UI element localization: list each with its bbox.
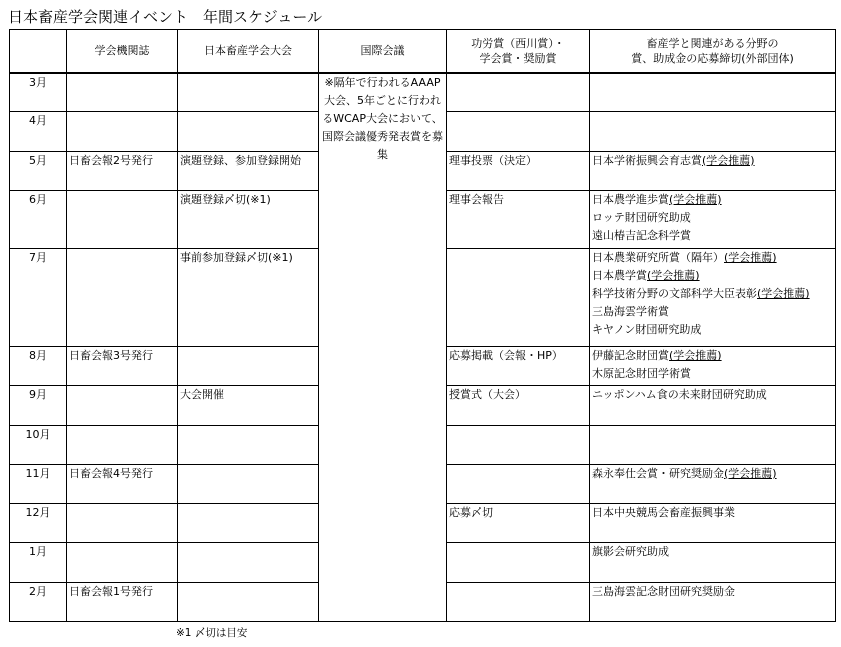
external-item <box>592 543 833 561</box>
journal-cell <box>67 112 178 151</box>
society-recommendation-badge: (学会推薦) <box>647 269 700 283</box>
journal-cell: 日畜会報4号発行 <box>67 464 178 503</box>
external-item-name: ニッポンハム食の未来財団研究助成 <box>592 388 767 402</box>
external-cell <box>590 425 836 464</box>
external-item-name: 森永奉仕会賞・研究奨励金 <box>592 466 724 480</box>
footnote: ※1 〆切は目安 <box>176 627 248 639</box>
meeting-cell <box>178 346 319 385</box>
awards-cell: 理事投票（決定） <box>447 151 590 190</box>
meeting-cell: 演題登録〆切(※1) <box>178 190 319 248</box>
external-item-name: 科学技術分野の文部科学大臣表彰 <box>592 287 757 301</box>
external-item-name: 日本農学進歩賞 <box>592 192 669 206</box>
month-cell: 1月 <box>10 543 67 582</box>
meeting-cell <box>178 464 319 503</box>
meeting-cell <box>178 582 319 621</box>
external-item <box>592 209 833 227</box>
month-cell: 11月 <box>10 464 67 503</box>
header-awards-line: 功労賞（西川賞）・ <box>471 36 565 50</box>
external-item <box>592 191 833 209</box>
month-cell: 5月 <box>10 151 67 190</box>
journal-cell <box>67 504 178 543</box>
journal-cell <box>67 73 178 112</box>
awards-cell: 理事会報告 <box>447 190 590 248</box>
journal-cell <box>67 425 178 464</box>
journal-cell: 日畜会報1号発行 <box>67 582 178 621</box>
meeting-cell <box>178 73 319 112</box>
external-item-name: 日本農学賞 <box>592 269 647 283</box>
external-item-name: 遠山椿吉記念科学賞 <box>592 228 691 242</box>
external-item-name: 木原記念財団学術賞 <box>592 366 691 380</box>
external-item-name: 日本農業研究所賞（隔年） <box>592 251 724 265</box>
awards-cell: 授賞式（大会） <box>447 386 590 425</box>
meeting-cell <box>178 504 319 543</box>
society-recommendation-badge: (学会推薦) <box>724 251 777 265</box>
external-cell <box>590 190 836 248</box>
journal-cell <box>67 190 178 248</box>
external-item <box>592 303 833 321</box>
month-cell: 3月 <box>10 73 67 112</box>
header-meeting: 日本畜産学会大会 <box>178 30 319 73</box>
awards-cell: 応募掲載（会報・HP） <box>447 346 590 385</box>
external-cell <box>590 73 836 112</box>
journal-cell <box>67 386 178 425</box>
external-cell <box>590 386 836 425</box>
external-cell <box>590 543 836 582</box>
header-month <box>10 30 67 73</box>
table-row <box>10 73 836 112</box>
external-item-name: 日本中央競馬会畜産振興事業 <box>592 506 735 520</box>
journal-cell <box>67 249 178 347</box>
society-recommendation-badge: (学会推薦) <box>702 153 755 167</box>
month-cell: 8月 <box>10 346 67 385</box>
month-cell: 2月 <box>10 582 67 621</box>
awards-cell <box>447 73 590 112</box>
header-external-line: 畜産学と関連がある分野の <box>646 36 779 50</box>
month-cell: 12月 <box>10 504 67 543</box>
header-external-line: 賞、助成金の応募締切(外部団体) <box>631 51 794 65</box>
society-recommendation-badge: (学会推薦) <box>669 348 722 362</box>
awards-cell <box>447 582 590 621</box>
page-title: 日本畜産学会関連イベント 年間スケジュール <box>8 8 323 26</box>
month-cell: 6月 <box>10 190 67 248</box>
journal-cell: 日畜会報3号発行 <box>67 346 178 385</box>
external-item <box>592 365 833 383</box>
header-awards-line: 学会賞・奨励賞 <box>479 51 557 65</box>
month-cell: 7月 <box>10 249 67 347</box>
external-item <box>592 227 833 245</box>
external-item <box>592 152 833 170</box>
external-item-name: 三島海雲記念財団研究奨励金 <box>592 584 735 598</box>
external-cell <box>590 582 836 621</box>
external-item <box>592 321 833 339</box>
society-recommendation-badge: (学会推薦) <box>669 192 722 206</box>
external-cell <box>590 151 836 190</box>
meeting-cell: 大会開催 <box>178 386 319 425</box>
month-cell: 4月 <box>10 112 67 151</box>
external-item-name: ロッテ財団研究助成 <box>592 210 691 224</box>
external-item-name: 三島海雲学術賞 <box>592 305 669 319</box>
external-item-name: 旗影会研究助成 <box>592 545 669 559</box>
awards-cell <box>447 249 590 347</box>
header-row <box>10 30 836 73</box>
month-cell: 9月 <box>10 386 67 425</box>
external-item <box>592 285 833 303</box>
society-recommendation-badge: (学会推薦) <box>757 287 810 301</box>
awards-cell <box>447 112 590 151</box>
awards-cell: 応募〆切 <box>447 504 590 543</box>
external-cell <box>590 249 836 347</box>
external-cell <box>590 112 836 151</box>
journal-cell: 日畜会報2号発行 <box>67 151 178 190</box>
intl-note-cell: ※隔年で行われるAAAP大会、5年ごとに行われるWCAP大会において、国際会議優秀発表賞を募集 <box>319 73 447 622</box>
external-cell <box>590 464 836 503</box>
awards-cell <box>447 543 590 582</box>
awards-cell <box>447 425 590 464</box>
external-cell <box>590 346 836 385</box>
meeting-cell: 演題登録、参加登録開始 <box>178 151 319 190</box>
schedule-table <box>9 29 836 622</box>
external-cell <box>590 504 836 543</box>
header-journal: 学会機関誌 <box>67 30 178 73</box>
society-recommendation-badge: (学会推薦) <box>724 466 777 480</box>
external-item <box>592 386 833 404</box>
header-intl: 国際会議 <box>319 30 447 73</box>
header-external <box>590 30 836 73</box>
month-cell: 10月 <box>10 425 67 464</box>
header-awards <box>447 30 590 73</box>
external-item <box>592 267 833 285</box>
external-item-name: 日本学術振興会育志賞 <box>592 153 702 167</box>
external-item-name: 伊藤記念財団賞 <box>592 348 669 362</box>
meeting-cell <box>178 112 319 151</box>
external-item <box>592 465 833 483</box>
journal-cell <box>67 543 178 582</box>
external-item-name: キヤノン財団研究助成 <box>592 323 702 337</box>
external-item <box>592 347 833 365</box>
meeting-cell <box>178 425 319 464</box>
external-item <box>592 249 833 267</box>
external-item <box>592 583 833 601</box>
meeting-cell: 事前参加登録〆切(※1) <box>178 249 319 347</box>
awards-cell <box>447 464 590 503</box>
external-item <box>592 504 833 522</box>
meeting-cell <box>178 543 319 582</box>
